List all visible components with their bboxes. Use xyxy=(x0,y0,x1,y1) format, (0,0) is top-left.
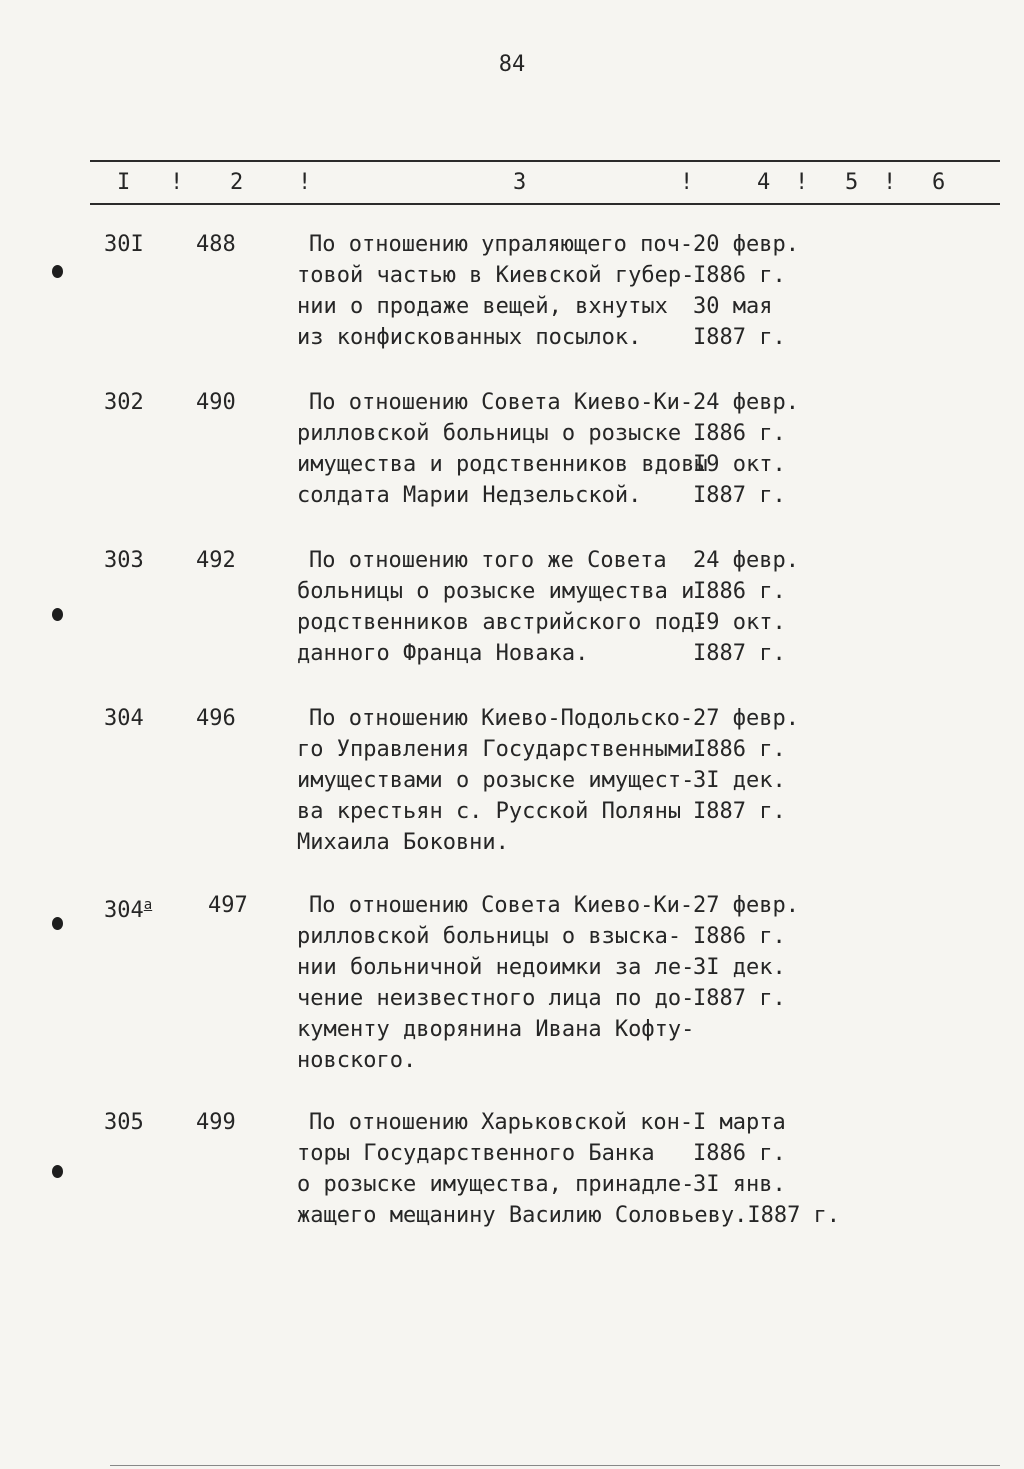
description-line: из конфискованных посылок. xyxy=(297,325,642,350)
date-line: I887 г. xyxy=(693,799,786,824)
entry-number: 305 xyxy=(104,1110,144,1135)
binding-hole-mark xyxy=(52,1165,63,1178)
column-separator: ! xyxy=(170,170,184,195)
date-line: I9 окт. xyxy=(693,452,786,477)
date-line: I886 г. xyxy=(693,924,786,949)
date-line: I9 окт. xyxy=(693,610,786,635)
description-line: торы Государственного Банка xyxy=(297,1141,655,1166)
page-number: 84 xyxy=(498,52,526,77)
document-number: 497 xyxy=(208,893,248,918)
entry-number: 304 xyxy=(104,706,144,731)
entry-number xyxy=(104,890,152,926)
binding-hole-mark xyxy=(52,917,63,930)
column-separator: ! xyxy=(795,170,809,195)
description-line: По отношению Совета Киево-Ки- xyxy=(309,893,694,918)
description-line: Михаила Боковни. xyxy=(297,830,509,855)
column-3-header: 3 xyxy=(513,170,527,195)
description-line: го Управления Государственными xyxy=(297,737,695,762)
description-line: нии больничной недоимки за ле- xyxy=(297,955,695,980)
date-line: I886 г. xyxy=(693,263,786,288)
description-line: имущества и родственников вдовы xyxy=(297,452,708,477)
table-header-top-rule xyxy=(90,160,1000,162)
column-5-header: 5 xyxy=(845,170,859,195)
date-line: 27 февр. xyxy=(693,706,799,731)
entry-number: 30I xyxy=(104,232,144,257)
column-4-header: 4 xyxy=(757,170,771,195)
description-line: рилловской больницы о взыска- xyxy=(297,924,682,949)
document-number: 488 xyxy=(196,232,236,257)
description-line: По отношению Киево-Подольско- xyxy=(309,706,694,731)
description-line: нии о продаже вещей, вхнутых xyxy=(297,294,668,319)
description-line: рилловской больницы о розыске xyxy=(297,421,682,446)
description-line: солдата Марии Недзельской. xyxy=(297,483,642,508)
date-line: I886 г. xyxy=(693,579,786,604)
date-line: I886 г. xyxy=(693,421,786,446)
entry-number-superscript: а xyxy=(143,897,153,913)
description-line: имуществами о розыске имущест- xyxy=(297,768,695,793)
date-line: I марта xyxy=(693,1110,786,1135)
entry-number: 303 xyxy=(104,548,144,573)
description-line: товой частью в Киевской губер- xyxy=(297,263,695,288)
date-line: 24 февр. xyxy=(693,548,799,573)
description-line: данного Франца Новака. xyxy=(297,641,589,666)
date-line: 3I янв. xyxy=(693,1172,786,1197)
date-line: 30 мая xyxy=(693,294,773,319)
page-bottom-edge xyxy=(110,1465,1000,1466)
column-separator: ! xyxy=(883,170,897,195)
description-line: ва крестьян с. Русской Поляны xyxy=(297,799,682,824)
description-line: новского. xyxy=(297,1048,417,1073)
date-line: I887 г. xyxy=(693,325,786,350)
description-line: По отношению Харьковской кон- xyxy=(309,1110,694,1135)
date-line: I887 г. xyxy=(693,986,786,1011)
description-line: больницы о розыске имущества и xyxy=(297,579,695,604)
document-number: 490 xyxy=(196,390,236,415)
document-number: 496 xyxy=(196,706,236,731)
binding-hole-mark xyxy=(52,265,63,278)
date-line: 24 февр. xyxy=(693,390,799,415)
description-line: По отношению упраляющего поч- xyxy=(309,232,694,257)
description-line: родственников австрийского под- xyxy=(297,610,708,635)
document-number: 492 xyxy=(196,548,236,573)
entry-number: 302 xyxy=(104,390,144,415)
column-separator: ! xyxy=(680,170,694,195)
column-1-header: I xyxy=(117,170,131,195)
date-line: 3I дек. xyxy=(693,955,786,980)
column-separator: ! xyxy=(298,170,312,195)
description-line: По отношению того же Совета xyxy=(309,548,667,573)
entry-number-main: 304 xyxy=(104,898,144,923)
column-2-header: 2 xyxy=(230,170,244,195)
date-line: I886 г. xyxy=(693,1141,786,1166)
description-line: о розыске имущества, принадле- xyxy=(297,1172,695,1197)
description-line: чение неизвестного лица по до- xyxy=(297,986,695,1011)
description-line: кументу дворянина Ивана Кофту- xyxy=(297,1017,695,1042)
date-line: I887 г. xyxy=(693,641,786,666)
table-header-bottom-rule xyxy=(90,203,1000,205)
document-number: 499 xyxy=(196,1110,236,1135)
column-6-header: 6 xyxy=(932,170,946,195)
description-line: По отношению Совета Киево-Ки- xyxy=(309,390,694,415)
description-line: жащего мещанину Василию Соловьеву.I887 г. xyxy=(297,1203,841,1228)
date-line: 20 февр. xyxy=(693,232,799,257)
date-line: 27 февр. xyxy=(693,893,799,918)
date-line: 3I дек. xyxy=(693,768,786,793)
date-line: I886 г. xyxy=(693,737,786,762)
binding-hole-mark xyxy=(52,608,63,621)
date-line: I887 г. xyxy=(693,483,786,508)
